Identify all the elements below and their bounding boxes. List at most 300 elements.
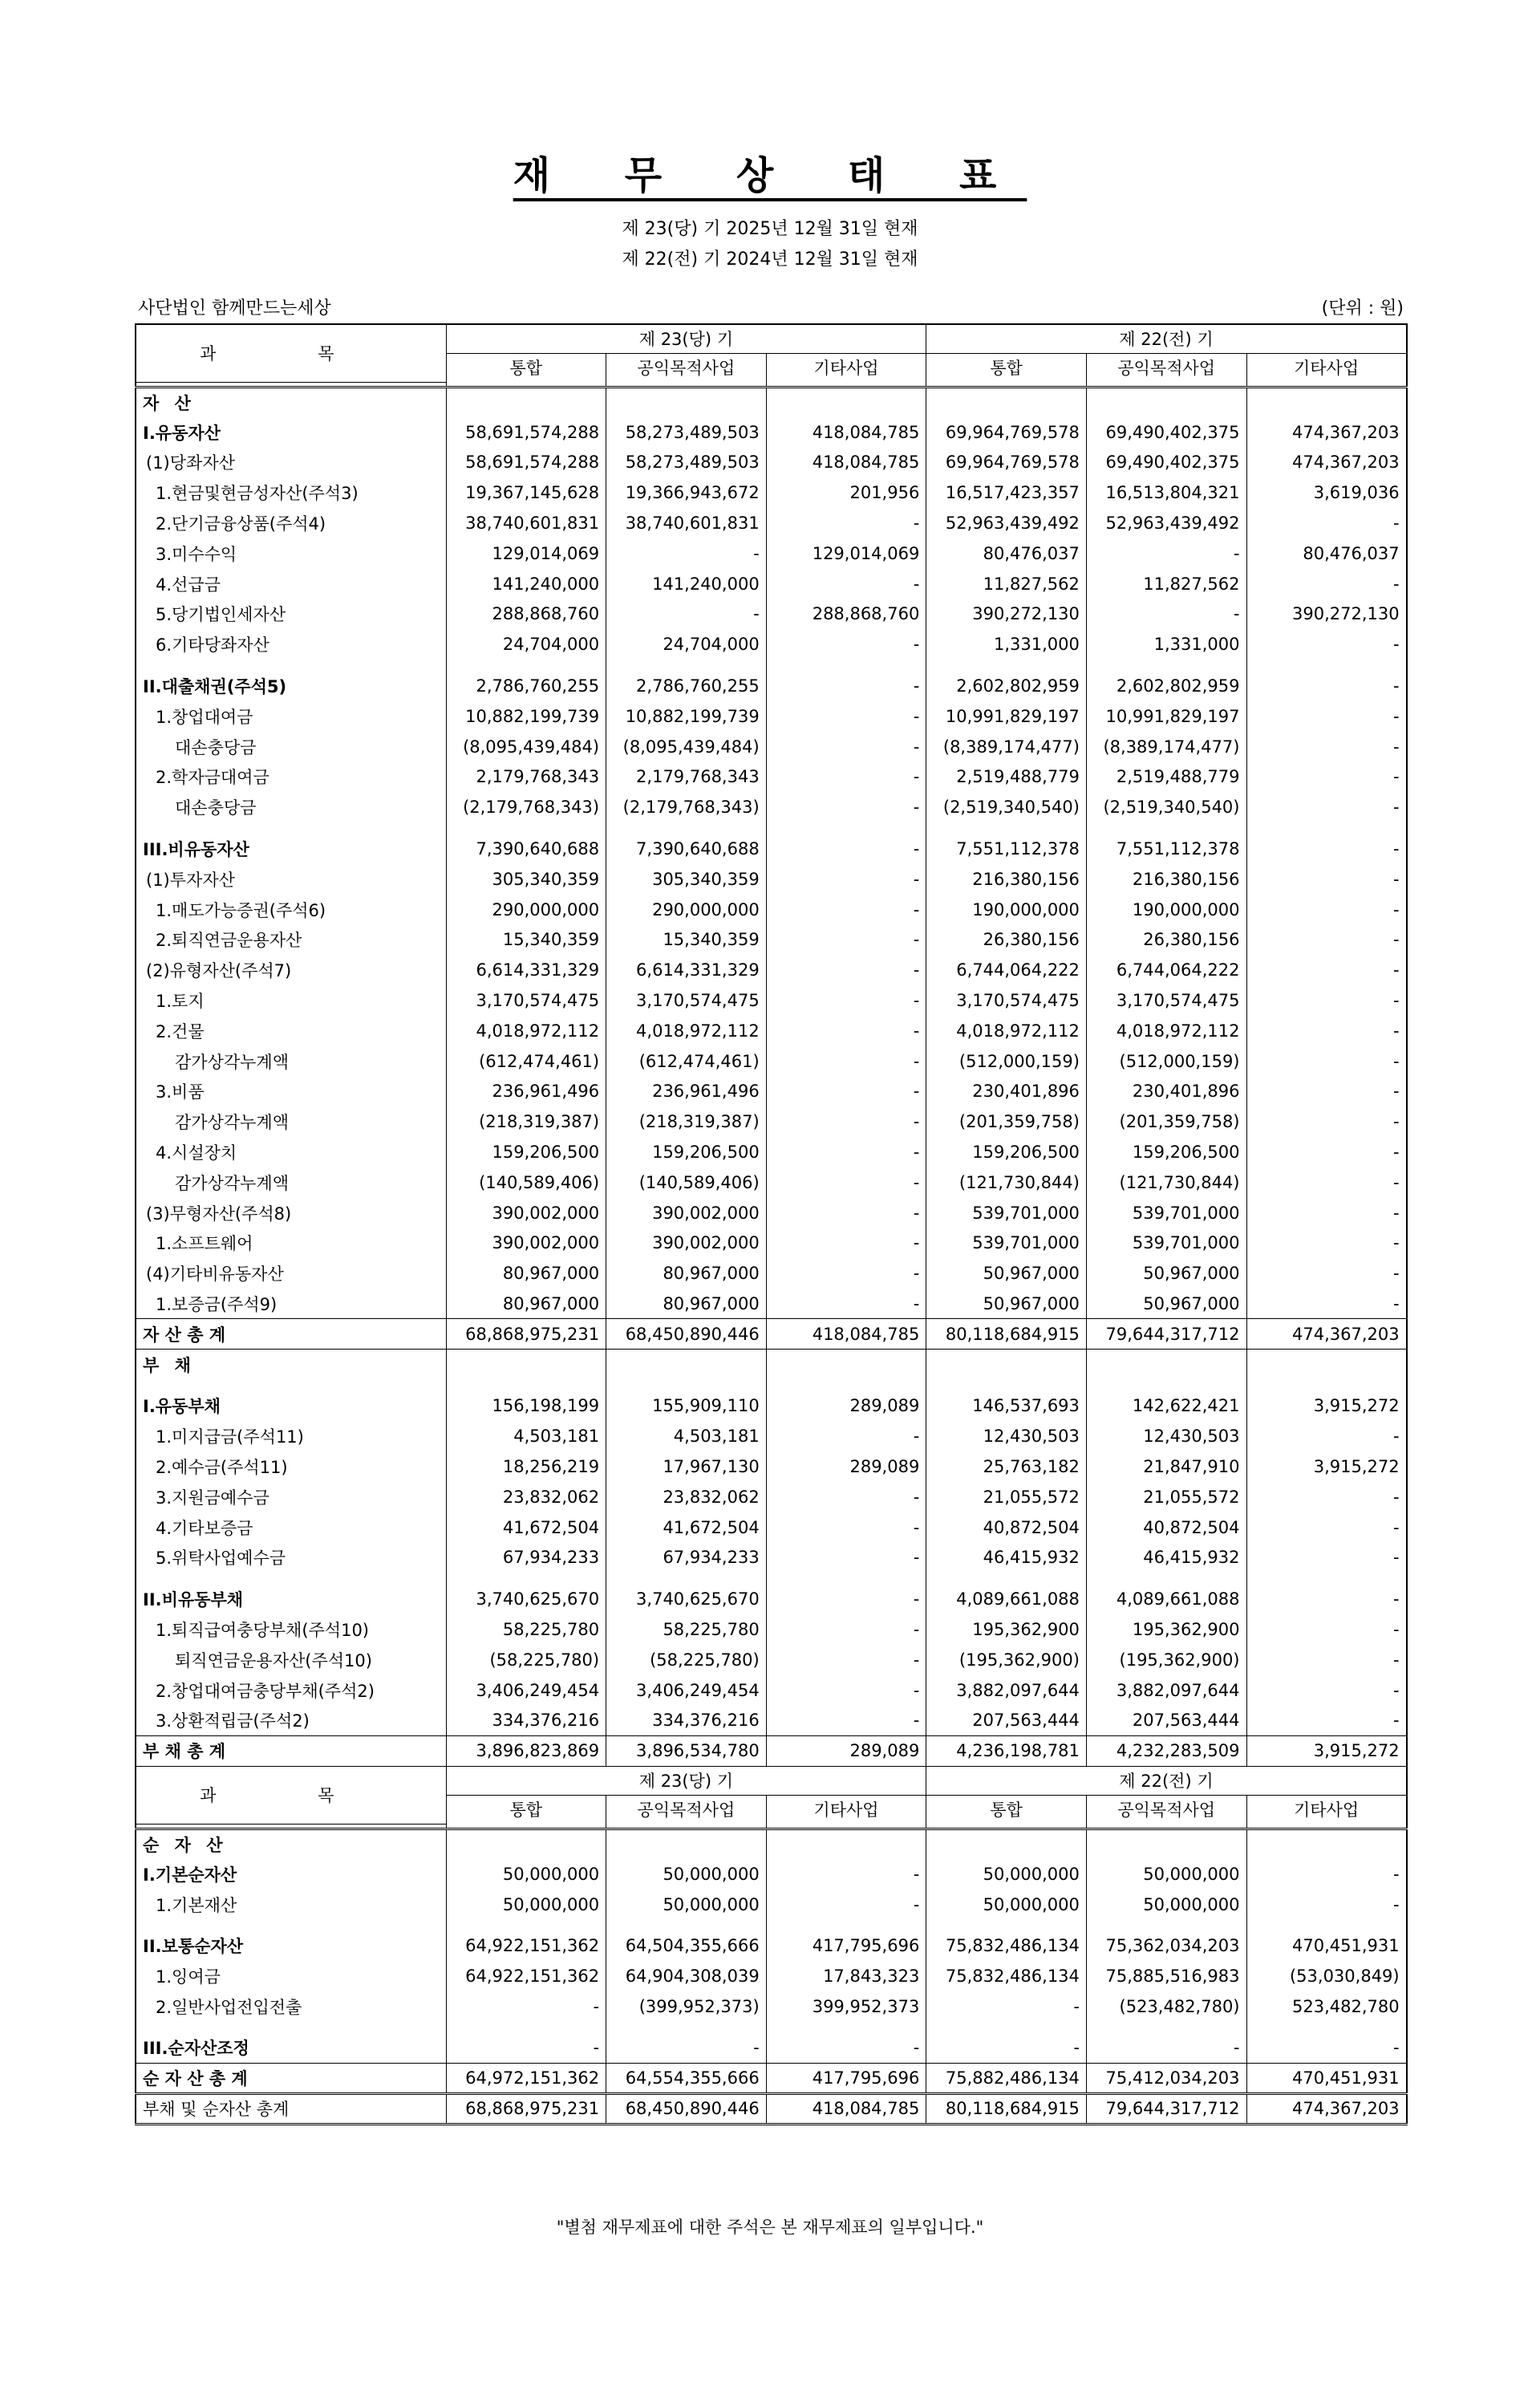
row-value: 64,922,151,362 [446,1930,606,1961]
row-value: 4,089,661,088 [926,1584,1087,1614]
row-value: 17,843,323 [766,1961,926,1991]
row-value: 159,206,500 [926,1137,1087,1167]
row-value: 2,786,760,255 [606,671,767,701]
row-value: 7,390,640,688 [606,834,767,864]
row-value [926,387,1087,417]
row-value: 539,701,000 [1086,1198,1246,1228]
row-value: - [766,1228,926,1259]
table-row [136,1106,1407,1137]
row-value: (53,030,849) [1246,1961,1407,1991]
table-row [136,1137,1407,1167]
row-value: 26,380,156 [1086,925,1246,956]
row-value: 417,795,696 [766,1930,926,1961]
row-value: 334,376,216 [446,1705,606,1735]
row-value: (8,389,174,477) [926,732,1087,762]
row-value: 79,644,317,712 [1086,2093,1246,2124]
row-value: 141,240,000 [606,569,767,599]
row-value: - [1246,955,1407,985]
row-value: 3,896,823,869 [446,1735,606,1766]
row-label: (3)무형자산(주석8) [146,1204,292,1224]
header-column: 공익목적사업 [606,1795,767,1824]
row-value: 390,002,000 [446,1228,606,1259]
row-value: 69,490,402,375 [1086,448,1246,478]
row-value: 470,451,931 [1246,2064,1407,2094]
row-value: - [766,1584,926,1614]
row-value: - [1246,1482,1407,1512]
row-label: 부 채 [143,1355,196,1375]
table-row [136,864,1407,895]
row-value: - [766,762,926,793]
header-current-period: 제 23(당) 기 [446,1766,926,1795]
row-label: 자 산 [143,393,196,413]
row-value: 390,002,000 [446,1198,606,1228]
table-row [136,1167,1407,1198]
row-value: 7,390,640,688 [446,834,606,864]
row-label: 1.창업대여금 [156,707,253,727]
row-value: 290,000,000 [606,895,767,925]
row-label: 1.토지 [156,992,205,1012]
table-row [136,792,1407,822]
row-value: - [1246,1289,1407,1319]
row-value: - [1246,671,1407,701]
row-value: - [1246,762,1407,793]
header-column: 기타사업 [766,1795,926,1824]
row-value: 68,450,890,446 [606,1319,767,1350]
table-row [136,1705,1407,1735]
row-label: 3.지원금예수금 [156,1488,270,1508]
row-value: 75,832,486,134 [926,1930,1087,1961]
row-value: 3,170,574,475 [606,985,767,1016]
row-value: 3,882,097,644 [926,1675,1087,1706]
row-value: - [766,732,926,762]
row-value: 4,503,181 [606,1421,767,1451]
table-row [136,477,1407,508]
row-value: (399,952,373) [606,1991,767,2022]
row-value: - [766,1137,926,1167]
row-label: 감가상각누계액 [175,1113,290,1133]
row-value: (2,179,768,343) [446,792,606,822]
row-value: 41,672,504 [446,1512,606,1543]
header-column: 통합 [926,353,1087,382]
row-value [606,1829,767,1859]
row-value: 6,614,331,329 [446,955,606,985]
row-value: - [766,1289,926,1319]
row-value [766,1350,926,1380]
row-value: (8,389,174,477) [1086,732,1246,762]
row-label: 퇴직연금운용자산(주석10) [175,1650,372,1670]
row-value: - [1246,834,1407,864]
table-row [136,1350,1407,1380]
row-value: 18,256,219 [446,1451,606,1482]
table-row [136,1991,1407,2022]
row-value: 305,340,359 [446,864,606,895]
header-column: 공익목적사업 [606,353,767,382]
row-value: - [1246,1705,1407,1735]
header-column: 기타사업 [766,353,926,382]
row-value: (201,359,758) [1086,1106,1246,1137]
row-value: (612,474,461) [446,1046,606,1077]
row-value: - [766,701,926,732]
row-value: - [1246,701,1407,732]
row-value: - [766,1859,926,1889]
row-value: 3,740,625,670 [446,1584,606,1614]
row-value: 289,089 [766,1735,926,1766]
row-value: (218,319,387) [606,1106,767,1137]
table-row [136,387,1407,417]
row-value: 46,415,932 [926,1542,1087,1573]
row-label: 순 자 산 [143,1835,228,1855]
table-row [136,1228,1407,1259]
row-value: 390,002,000 [606,1198,767,1228]
row-value [446,1350,606,1380]
row-value: (195,362,900) [926,1645,1087,1675]
row-value: 216,380,156 [926,864,1087,895]
row-value [1086,387,1246,417]
row-value: 230,401,896 [1086,1077,1246,1107]
row-value: 2,602,802,959 [1086,671,1246,701]
row-label: 자 산 총 계 [136,1319,446,1350]
row-value: (2,179,768,343) [606,792,767,822]
row-value: 159,206,500 [606,1137,767,1167]
table-row [136,1421,1407,1451]
row-value: 190,000,000 [1086,895,1246,925]
row-value [766,387,926,417]
row-value: - [766,1645,926,1675]
row-value [1246,1829,1407,1859]
row-value: 15,340,359 [606,925,767,956]
row-value: - [766,1512,926,1543]
row-value: 80,967,000 [606,1258,767,1289]
row-value [926,1350,1087,1380]
row-value: 523,482,780 [1246,1991,1407,2022]
row-value: - [1246,1137,1407,1167]
header-previous-period: 제 22(전) 기 [926,1766,1407,1795]
row-value: 289,089 [766,1451,926,1482]
row-value: 80,967,000 [606,1289,767,1319]
row-value: 58,691,574,288 [446,448,606,478]
row-value: - [766,1077,926,1107]
row-label: 2.퇴직연금운용자산 [156,931,302,951]
row-value: 288,868,760 [446,599,606,630]
row-value: 80,476,037 [1246,538,1407,569]
header-column: 공익목적사업 [1086,1795,1246,1824]
row-value: (512,000,159) [926,1046,1087,1077]
table-row [136,732,1407,762]
row-label: I.유동자산 [143,423,221,443]
row-value: 80,118,684,915 [926,2093,1087,2124]
row-label: 1.미지급금(주석11) [156,1427,304,1447]
row-value: 474,367,203 [1246,1319,1407,1350]
row-value [1246,387,1407,417]
row-value: 52,963,439,492 [926,508,1087,538]
row-label: 1.소프트웨어 [156,1234,253,1254]
row-label: 3.상환적립금(주석2) [156,1711,310,1731]
row-value: 52,963,439,492 [1086,508,1246,538]
row-value: 3,170,574,475 [1086,985,1246,1016]
row-value: 19,367,145,628 [446,477,606,508]
row-label: 부 채 총 계 [136,1735,446,1766]
row-value: 50,000,000 [446,1859,606,1889]
row-value [1086,1350,1246,1380]
row-value: 418,084,785 [766,1319,926,1350]
row-value: - [766,792,926,822]
row-value: 7,551,112,378 [1086,834,1246,864]
row-value: 50,000,000 [606,1859,767,1889]
row-value: 58,225,780 [606,1614,767,1645]
row-value: 69,964,769,578 [926,417,1087,448]
table-row [136,1584,1407,1614]
row-value: - [766,1675,926,1706]
row-value: - [1086,538,1246,569]
row-value: 6,614,331,329 [606,955,767,985]
row-value: - [766,569,926,599]
row-value: 50,967,000 [1086,1289,1246,1319]
row-value: 80,118,684,915 [926,1319,1087,1350]
row-label: 1.현금및현금성자산(주석3) [156,484,359,504]
row-value: - [766,1046,926,1077]
row-value: 3,740,625,670 [606,1584,767,1614]
row-value: - [1246,1421,1407,1451]
row-value: - [1246,1614,1407,1645]
row-value: 41,672,504 [606,1512,767,1543]
row-value: 146,537,693 [926,1391,1087,1422]
row-value: 201,956 [766,477,926,508]
row-value: 6,744,064,222 [1086,955,1246,985]
row-value: 50,000,000 [606,1889,767,1920]
table-row [136,671,1407,701]
row-value: 50,000,000 [1086,1889,1246,1920]
row-value: 80,967,000 [446,1258,606,1289]
row-label: 6.기타당좌자산 [156,635,270,656]
row-value: (58,225,780) [606,1645,767,1675]
row-label: 2.일반사업전입전출 [156,1997,302,2017]
row-value: 7,551,112,378 [926,834,1087,864]
table-row [136,417,1407,448]
row-value: - [1246,985,1407,1016]
row-value: 236,961,496 [606,1077,767,1107]
row-value: (8,095,439,484) [606,732,767,762]
row-value: 539,701,000 [1086,1228,1246,1259]
row-value: - [1246,1077,1407,1107]
table-row [136,895,1407,925]
row-value: 50,967,000 [1086,1258,1246,1289]
row-value: 21,847,910 [1086,1451,1246,1482]
row-value: 236,961,496 [446,1077,606,1107]
row-label: 순 자 산 총 계 [136,2064,446,2094]
row-value: 4,018,972,112 [606,1016,767,1046]
table-row [136,2093,1407,2124]
row-value: 3,170,574,475 [446,985,606,1016]
row-value: - [1246,864,1407,895]
row-value: 289,089 [766,1391,926,1422]
row-value: - [606,599,767,630]
table-row [136,569,1407,599]
row-value: - [766,1198,926,1228]
row-value: 141,240,000 [446,569,606,599]
row-value: 11,827,562 [926,569,1087,599]
row-value: 67,934,233 [606,1542,767,1573]
row-label: 2.학자금대여금 [156,768,270,788]
row-value: 155,909,110 [606,1391,767,1422]
row-value: 129,014,069 [766,538,926,569]
row-value: 474,367,203 [1246,2093,1407,2124]
row-value: 3,896,534,780 [606,1735,767,1766]
row-value: 80,476,037 [926,538,1087,569]
header-column: 기타사업 [1246,1795,1407,1824]
row-label: (4)기타비유동자산 [146,1264,284,1285]
row-label: 1.잉여금 [156,1967,221,1987]
row-value: 19,366,943,672 [606,477,767,508]
row-value: - [766,1421,926,1451]
row-value: - [766,1705,926,1735]
row-value: - [1246,2033,1407,2064]
row-value: 4,018,972,112 [1086,1016,1246,1046]
row-value: (2,519,340,540) [926,792,1087,822]
row-value: - [766,1258,926,1289]
row-value: - [1246,1584,1407,1614]
row-value: 24,704,000 [446,629,606,660]
row-value: - [1246,732,1407,762]
row-value: 3,915,272 [1246,1451,1407,1482]
row-value: - [1246,1512,1407,1543]
row-label: 5.당기법인세자산 [156,605,286,625]
document-title: 재 무 상 태 표 [513,153,1027,198]
row-value: 3,915,272 [1246,1391,1407,1422]
row-value: 470,451,931 [1246,1930,1407,1961]
row-value: - [766,508,926,538]
table-row [136,1482,1407,1512]
row-value [446,1829,606,1859]
table-row [136,448,1407,478]
row-value: - [606,538,767,569]
row-value: 417,795,696 [766,2064,926,2094]
row-value: 10,882,199,739 [606,701,767,732]
row-value: 75,882,486,134 [926,2064,1087,2094]
header-column: 기타사업 [1246,353,1407,382]
row-value [606,387,767,417]
row-label: 4.시설장치 [156,1143,237,1163]
row-value: (140,589,406) [446,1167,606,1198]
table-row [136,599,1407,630]
table-row [136,1451,1407,1482]
row-label: 감가상각누계액 [175,1173,290,1193]
header-subject: 과 목 [136,324,446,382]
row-value: 12,430,503 [926,1421,1087,1451]
row-value: 79,644,317,712 [1086,1319,1246,1350]
row-value: - [1246,895,1407,925]
row-value: 6,744,064,222 [926,955,1087,985]
row-label: 2.단기금융상품(주석4) [156,514,326,534]
table-row [136,1077,1407,1107]
row-value: 23,832,062 [446,1482,606,1512]
row-value: - [1246,792,1407,822]
row-value: 25,763,182 [926,1451,1087,1482]
row-value: - [1246,1046,1407,1077]
row-value: 75,362,034,203 [1086,1930,1246,1961]
row-value: 2,519,488,779 [1086,762,1246,793]
row-value: 46,415,932 [1086,1542,1246,1573]
row-value: - [1246,508,1407,538]
table-row [136,629,1407,660]
row-value: 21,055,572 [1086,1482,1246,1512]
row-value: 12,430,503 [1086,1421,1246,1451]
row-value: 68,450,890,446 [606,2093,767,2124]
table-row [136,1542,1407,1573]
row-value: (195,362,900) [1086,1645,1246,1675]
row-value: 3,882,097,644 [1086,1675,1246,1706]
table-row [136,1016,1407,1046]
table-row [136,1319,1407,1350]
row-value: 3,406,249,454 [446,1675,606,1706]
table-row [136,1889,1407,1920]
row-value: 190,000,000 [926,895,1087,925]
row-value: - [766,1482,926,1512]
period-previous: 제 22(전) 기 2024년 12월 31일 현재 [622,250,918,270]
row-label: 1.보증금(주석9) [156,1294,278,1314]
table-row [136,538,1407,569]
row-label: II.보통순자산 [143,1937,244,1957]
row-value: (140,589,406) [606,1167,767,1198]
row-label: II.비유동부채 [143,1590,244,1610]
row-value: - [1246,1645,1407,1675]
table-row [136,1859,1407,1889]
row-label: 3.미수수익 [156,544,237,564]
row-value: 69,964,769,578 [926,448,1087,478]
table-row [136,1961,1407,1991]
row-value: - [766,629,926,660]
period-current: 제 23(당) 기 2025년 12월 31일 현재 [622,219,918,239]
row-value: 64,504,355,666 [606,1930,767,1961]
row-value: - [1246,1198,1407,1228]
row-value: 50,000,000 [1086,1859,1246,1889]
row-value: - [1246,1106,1407,1137]
row-value: 539,701,000 [926,1228,1087,1259]
row-label: (1)당좌자산 [146,453,235,473]
row-value: 4,232,283,509 [1086,1735,1246,1766]
table-row [136,955,1407,985]
row-value: - [1246,1859,1407,1889]
row-value: 38,740,601,831 [606,508,767,538]
row-value: 3,406,249,454 [606,1675,767,1706]
row-value: 68,868,975,231 [446,2093,606,2124]
table-row [136,1930,1407,1961]
row-value: - [766,1889,926,1920]
row-value: 216,380,156 [1086,864,1246,895]
row-value: 474,367,203 [1246,448,1407,478]
row-value: 418,084,785 [766,417,926,448]
row-value: - [766,1016,926,1046]
row-value: 15,340,359 [446,925,606,956]
table-row [136,1512,1407,1543]
row-value [926,1829,1087,1859]
row-value: 50,000,000 [926,1889,1087,1920]
row-value: 390,272,130 [926,599,1087,630]
table-row [136,1258,1407,1289]
row-value: 159,206,500 [1086,1137,1246,1167]
row-value: 195,362,900 [926,1614,1087,1645]
row-value: 390,272,130 [1246,599,1407,630]
row-value: 17,967,130 [606,1451,767,1482]
row-value: - [766,1167,926,1198]
row-value: (8,095,439,484) [446,732,606,762]
row-value: 16,513,804,321 [1086,477,1246,508]
row-value: - [1246,1016,1407,1046]
row-label: 2.건물 [156,1021,205,1041]
row-value: 75,885,516,983 [1086,1961,1246,1991]
table-row [136,1614,1407,1645]
row-value: 21,055,572 [926,1482,1087,1512]
row-value: 3,915,272 [1246,1735,1407,1766]
